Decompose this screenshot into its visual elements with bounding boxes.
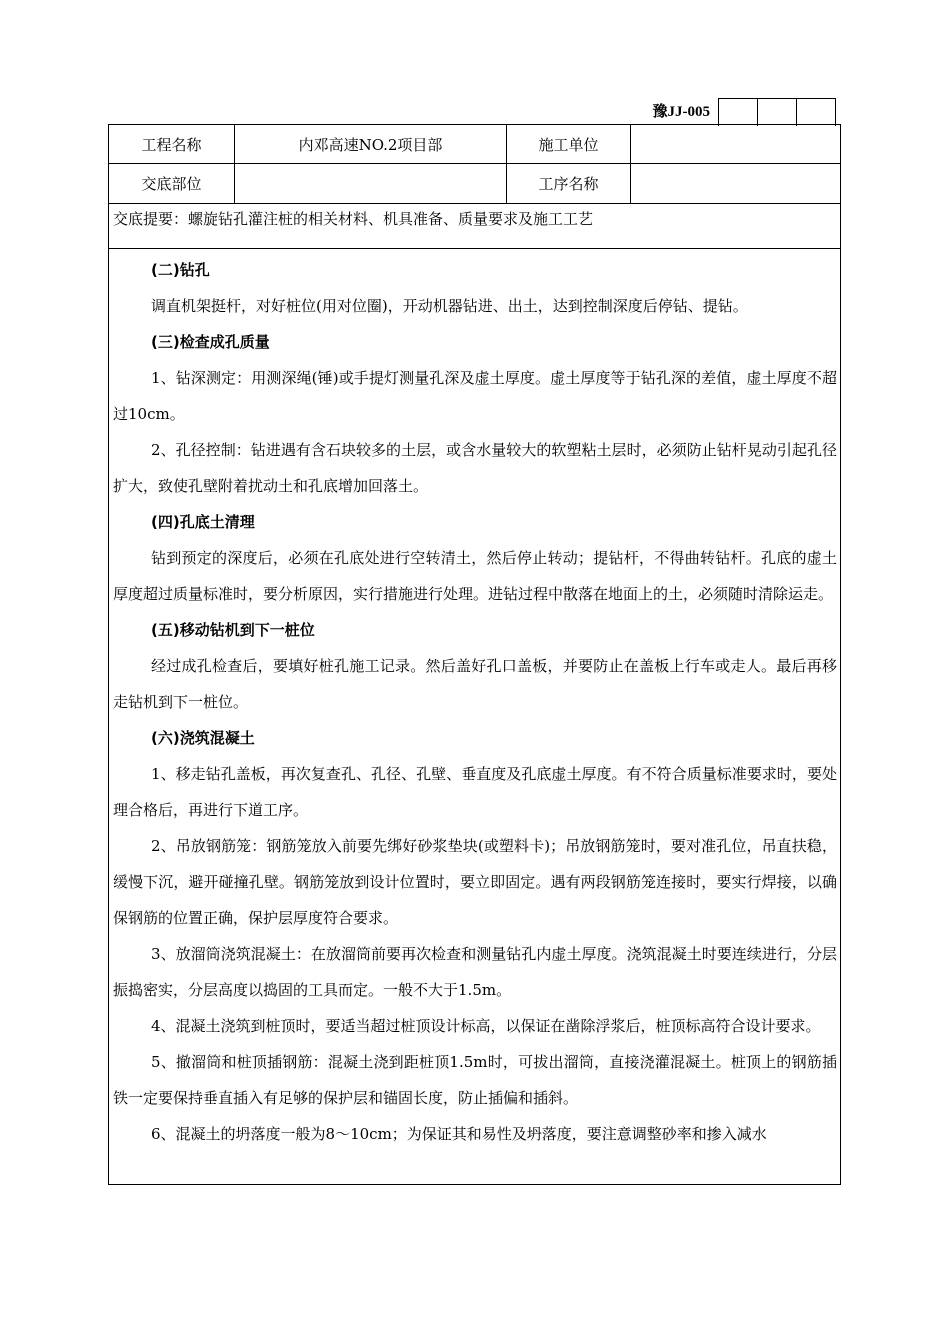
construction-unit-label: 施工单位 [506, 125, 630, 163]
paragraph: 钻到预定的深度后，必须在孔底处进行空转清土，然后停止转动；提钻杆，不得曲转钻杆。孔底的虚土厚度超过质量标准时，要分析原因，实行措施进行处理。进钻过程中散落在地面上的土，必须随时清除运走。 [113, 549, 837, 603]
process-name-label: 工序名称 [506, 164, 630, 203]
section-heading: (四)孔底土清理 [151, 513, 255, 531]
header-row-2 [109, 164, 840, 204]
handover-part-value [234, 164, 506, 203]
paragraph: 经过成孔检查后，要填好桩孔施工记录。然后盖好孔口盖板，并要防止在盖板上行车或走人。最后再移走钻机到下一桩位。 [113, 657, 837, 711]
paragraph: 2、吊放钢筋笼：钢筋笼放入前要先绑好砂浆垫块(或塑料卡)；吊放钢筋笼时，要对准孔位，吊直扶稳，缓慢下沉，避开碰撞孔壁。钢筋笼放到设计位置时，要立即固定。遇有两段钢筋笼连接时，要实行焊接，以确保钢筋的位置正确，保护层厚度符合要求。 [113, 837, 837, 927]
project-name-label: 工程名称 [141, 135, 202, 154]
construction-unit-value [630, 125, 840, 163]
header-row-1 [109, 125, 840, 164]
section-heading: (六)浇筑混凝土 [151, 729, 255, 747]
body-content [113, 252, 837, 1152]
paragraph: 1、移走钻孔盖板，再次复查孔、孔径、孔壁、垂直度及孔底虚土厚度。有不符合质量标准要求时，要处理合格后，再进行下道工序。 [113, 765, 837, 819]
paragraph: 2、孔径控制：钻进遇有含石块较多的土层，或含水量较大的软塑粘土层时，必须防止钻杆晃动引起孔径扩大，致使孔壁附着扰动土和孔底增加回落土。 [113, 441, 837, 495]
summary-row [109, 204, 840, 249]
paragraph: 1、钻深测定：用测深绳(锤)或手提灯测量孔深及虚土厚度。虚土厚度等于钻孔深的差值，虚土厚度不超过10cm。 [113, 369, 837, 423]
section-heading: (五)移动钻机到下一桩位 [151, 621, 315, 639]
code-box [758, 99, 797, 126]
code-box [719, 99, 758, 126]
code-boxes [718, 98, 836, 126]
paragraph: 调直机架挺杆，对好桩位(用对位圈)，开动机器钻进、出土，达到控制深度后停钻、提钻。 [151, 297, 748, 315]
process-name-value [630, 164, 840, 203]
project-name-value: 内邓高速NO.2项目部 [234, 125, 506, 163]
paragraph: 3、放溜筒浇筑混凝土：在放溜筒前要再次检查和测量钻孔内虚土厚度。浇筑混凝土时要连续进行，分层振捣密实，分层高度以捣固的工具而定。一般不大于1.5m。 [113, 945, 837, 999]
handover-part-label: 交底部位 [141, 175, 202, 193]
paragraph: 5、撤溜筒和桩顶插钢筋：混凝土浇到距桩顶1.5m时，可拔出溜筒，直接浇灌混凝土。桩顶上的钢筋插铁一定要保持垂直插入有足够的保护层和锚固长度，防止插偏和插斜。 [113, 1053, 837, 1107]
summary-text: 交底提要：螺旋钻孔灌注桩的相关材料、机具准备、质量要求及施工工艺 [113, 210, 594, 228]
paragraph: 6、混凝土的坍落度一般为8～10cm；为保证其和易性及坍落度，要注意调整砂率和掺入减水 [151, 1125, 767, 1143]
code-box [797, 99, 835, 126]
section-heading: (二)钻孔 [151, 261, 210, 279]
form-code: 豫JJ-005 [652, 104, 710, 120]
handover-table [108, 124, 841, 1185]
section-heading: (三)检查成孔质量 [151, 333, 270, 351]
paragraph: 4、混凝土浇筑到桩顶时，要适当超过桩顶设计标高，以保证在凿除浮浆后，桩顶标高符合设计要求。 [151, 1017, 821, 1035]
